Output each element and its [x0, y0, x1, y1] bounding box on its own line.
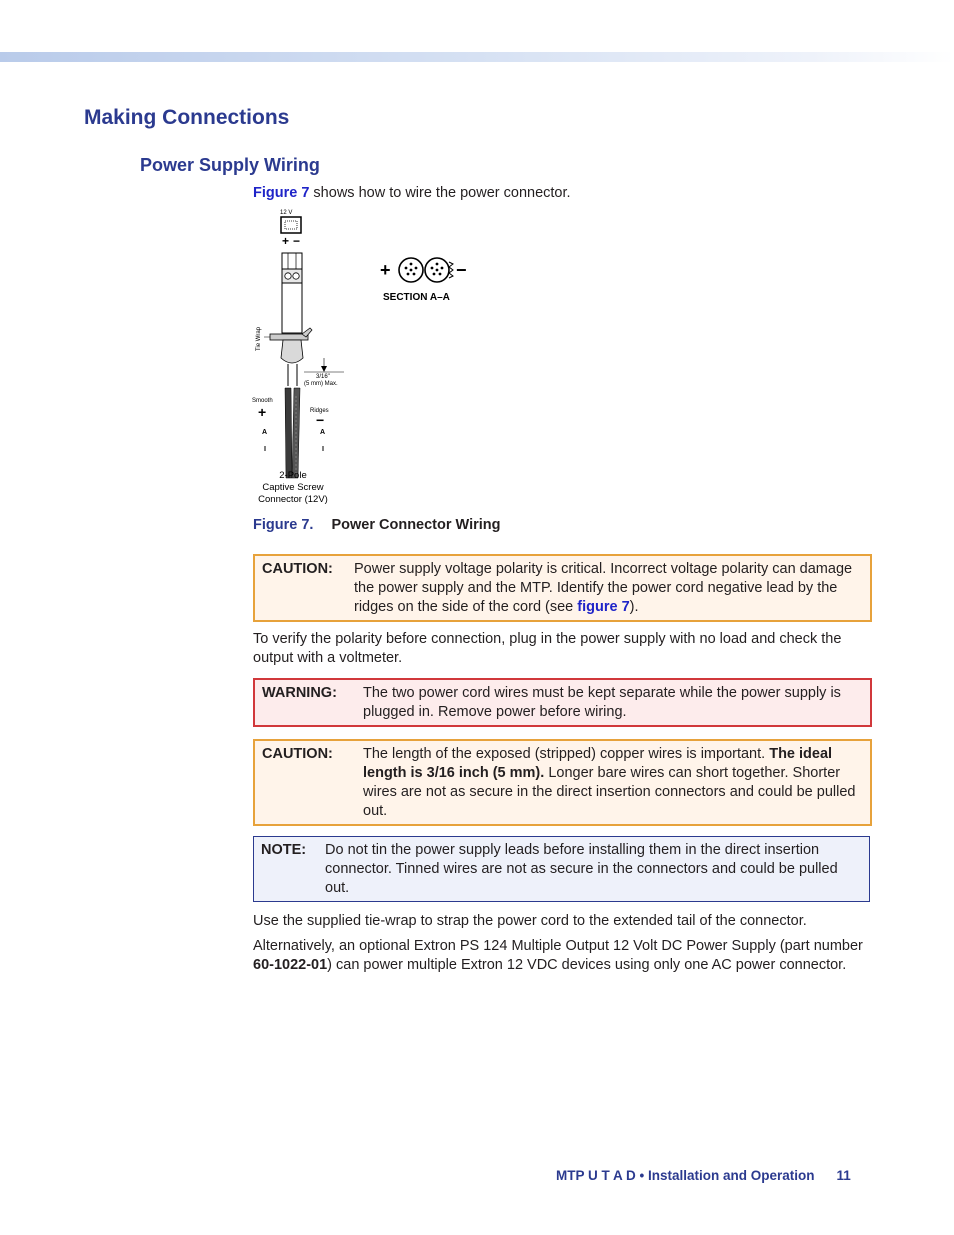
cord-collar	[281, 340, 303, 363]
figure-7-link-caution[interactable]: figure 7	[577, 599, 630, 615]
caution-box-wire-length	[253, 739, 872, 826]
footer-title: MTP U T A D • Installation and Operation	[556, 1168, 815, 1183]
figure-caption-number: Figure 7.	[253, 517, 314, 533]
label-smooth: Smooth	[252, 398, 273, 404]
label-12v: 12 V	[280, 210, 293, 216]
section-marker-left: A	[262, 429, 268, 436]
warning-text: The two power cord wires must be kept separate while the power supply is plugged in. Remove power before wiring.	[363, 685, 841, 720]
wire-plus: +	[258, 404, 267, 420]
warning-box	[253, 678, 872, 727]
screw-right-icon	[293, 273, 299, 279]
part-number: 60-1022-01	[253, 957, 328, 973]
page-number: 11	[836, 1168, 851, 1183]
page-footer	[556, 1168, 851, 1183]
section-plus: +	[380, 260, 391, 280]
socket-minus: −	[293, 234, 301, 248]
tie-wrap-paragraph: Use the supplied tie-wrap to strap the power cord to the extended tail of the connector.	[253, 913, 807, 929]
section-marker-right: A	[320, 429, 326, 436]
verify-paragraph: To verify the polarity before connection, plug in the power supply with no load and check the output with a voltmeter.	[253, 631, 842, 666]
figure-caption	[253, 517, 501, 533]
caution-box-polarity	[253, 554, 872, 622]
section-title: Power Supply Wiring	[140, 155, 320, 175]
plug-tail	[282, 283, 302, 333]
figure-7-link[interactable]: Figure 7	[253, 185, 310, 201]
section-minus: −	[456, 260, 467, 280]
note-label: NOTE:	[261, 842, 307, 858]
power-connector-figure	[250, 206, 490, 511]
label-dimension-mm: (5 mm) Max.	[304, 381, 338, 387]
label-dimension-fraction: 3/16"	[316, 374, 330, 380]
alternative-power-paragraph: Alternatively, an optional Extron PS 124 Multiple Output 12 Volt DC Power Supply (part number 60-1022-01) can power multiple Extron 12 VDC devices using only one AC power connector.	[253, 938, 863, 973]
intro-paragraph	[253, 184, 863, 203]
socket-outline	[281, 217, 301, 233]
label-ridges: Ridges	[310, 408, 329, 414]
tie-wrap-band	[270, 334, 308, 340]
wire-minus: −	[316, 412, 325, 428]
wire-positive	[285, 388, 292, 478]
caution-text-2: The length of the exposed (stripped) copper wires is important. The ideal length is 3/16 inch (5 mm). Longer bare wires can short together. Shorter wires are not as secure in the direct insertion connectors and could be pulled out.	[363, 746, 856, 819]
warning-label: WARNING:	[262, 685, 337, 701]
screw-left-icon	[285, 273, 291, 279]
section-label: SECTION A–A	[383, 292, 450, 303]
connector-caption-line1: 2-Pole	[279, 470, 307, 481]
note-box	[253, 836, 870, 902]
connector-caption-line3: Connector (12V)	[258, 494, 328, 505]
connector-caption-line2: Captive Screw	[262, 482, 324, 493]
label-tie-wrap: Tie Wrap	[256, 326, 262, 351]
power-connector-diagram	[250, 206, 490, 511]
figure-caption-title: Power Connector Wiring	[331, 517, 501, 533]
header-gradient-bar	[0, 52, 954, 62]
caution-label: CAUTION:	[262, 561, 333, 577]
intro-text: shows how to wire the power connector.	[309, 185, 571, 201]
socket-plus: +	[282, 234, 290, 248]
caution-text: Power supply voltage polarity is critical. Incorrect voltage polarity can damage the power supply and the MTP. Identify the power cord negative lead by the ridges on the side of the cord (see figure 7).	[354, 561, 853, 615]
plug-top	[282, 253, 302, 269]
page-title: Making Connections	[84, 106, 290, 129]
caution-label-2: CAUTION:	[262, 746, 333, 762]
note-text: Do not tin the power supply leads before installing them in the direct insertion connector. Tinned wires are not as secure in the connectors and could be pulled out.	[325, 842, 838, 896]
